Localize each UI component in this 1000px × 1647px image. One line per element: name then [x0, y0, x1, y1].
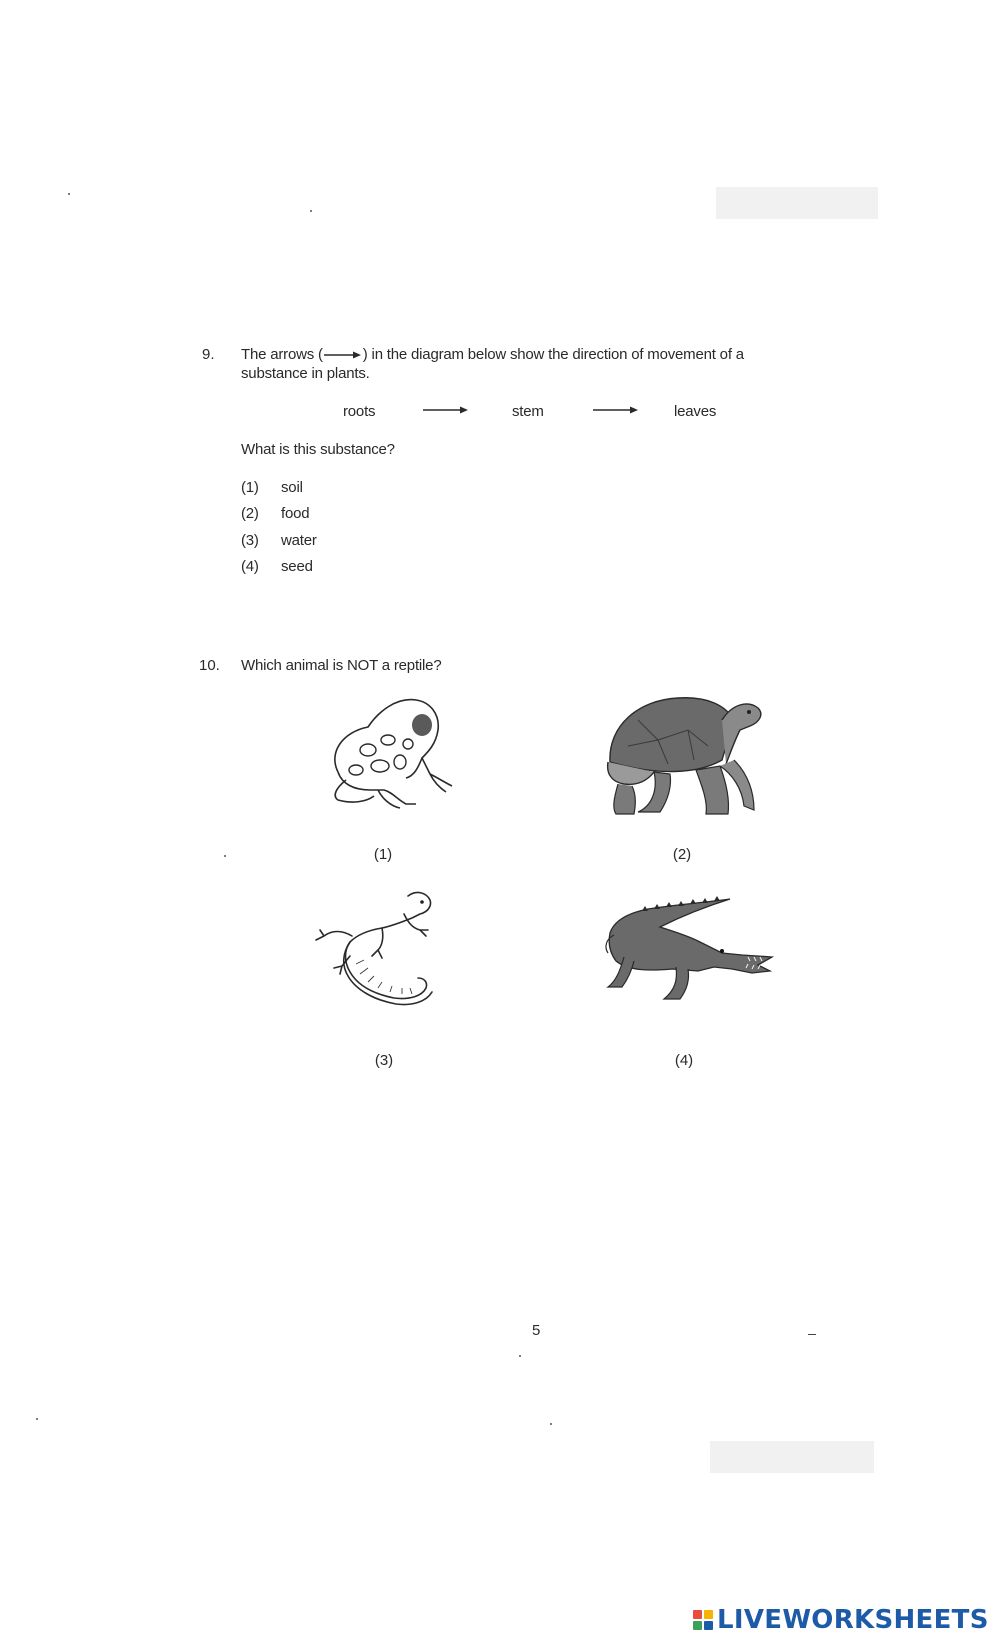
animal-label-4: (4) [674, 1052, 694, 1069]
option-number: (1) [241, 479, 259, 496]
scan-speck [36, 1418, 38, 1420]
flow-roots: roots [343, 403, 376, 420]
answer-box-bottom[interactable] [710, 1441, 874, 1473]
logo-text: LIVEWORKSHEETS [717, 1605, 989, 1635]
option-number: (2) [241, 505, 259, 522]
option-number: (4) [241, 558, 259, 575]
flow-stem: stem [512, 403, 544, 420]
arrow-icon [323, 350, 363, 360]
option-text: soil [281, 479, 303, 496]
crocodile-icon[interactable] [602, 895, 774, 1011]
flow-arrow-icon [422, 405, 469, 415]
option-2[interactable] [241, 505, 310, 523]
lizard-icon[interactable] [312, 886, 444, 1016]
option-1[interactable] [241, 479, 303, 497]
question-10-prompt: Which animal is NOT a reptile? [241, 657, 442, 674]
liveworksheets-logo[interactable] [693, 1605, 989, 1635]
option-text: food [281, 505, 310, 522]
scan-speck [550, 1423, 552, 1425]
animal-label-2: (2) [672, 846, 692, 863]
animal-label-3: (3) [374, 1052, 394, 1069]
scan-speck [310, 210, 312, 212]
option-4[interactable] [241, 558, 313, 576]
page-number: 5 [532, 1322, 541, 1339]
scan-dash [808, 1334, 816, 1335]
option-text: seed [281, 558, 313, 575]
animal-label-1: (1) [373, 846, 393, 863]
scan-speck [519, 1355, 521, 1357]
frog-icon[interactable] [318, 692, 468, 817]
logo-blocks-icon [693, 1610, 713, 1630]
question-9-text-before: The arrows ( [241, 346, 323, 363]
flow-leaves: leaves [674, 403, 717, 420]
question-9-text-line2: substance in plants. [241, 365, 370, 382]
option-number: (3) [241, 532, 259, 549]
tortoise-icon[interactable] [598, 690, 768, 825]
scan-speck [68, 193, 70, 195]
question-10-number: 10. [199, 657, 220, 674]
option-text: water [281, 532, 317, 549]
flow-arrow-icon [592, 405, 639, 415]
question-9-prompt: What is this substance? [241, 441, 395, 458]
scan-speck [224, 855, 226, 857]
answer-box-top[interactable] [716, 187, 878, 219]
option-3[interactable] [241, 532, 317, 550]
question-9-text-after: ) in the diagram below show the direction of movement of a [362, 346, 744, 363]
question-9-text-line1 [241, 346, 744, 364]
question-9-number: 9. [202, 346, 215, 363]
